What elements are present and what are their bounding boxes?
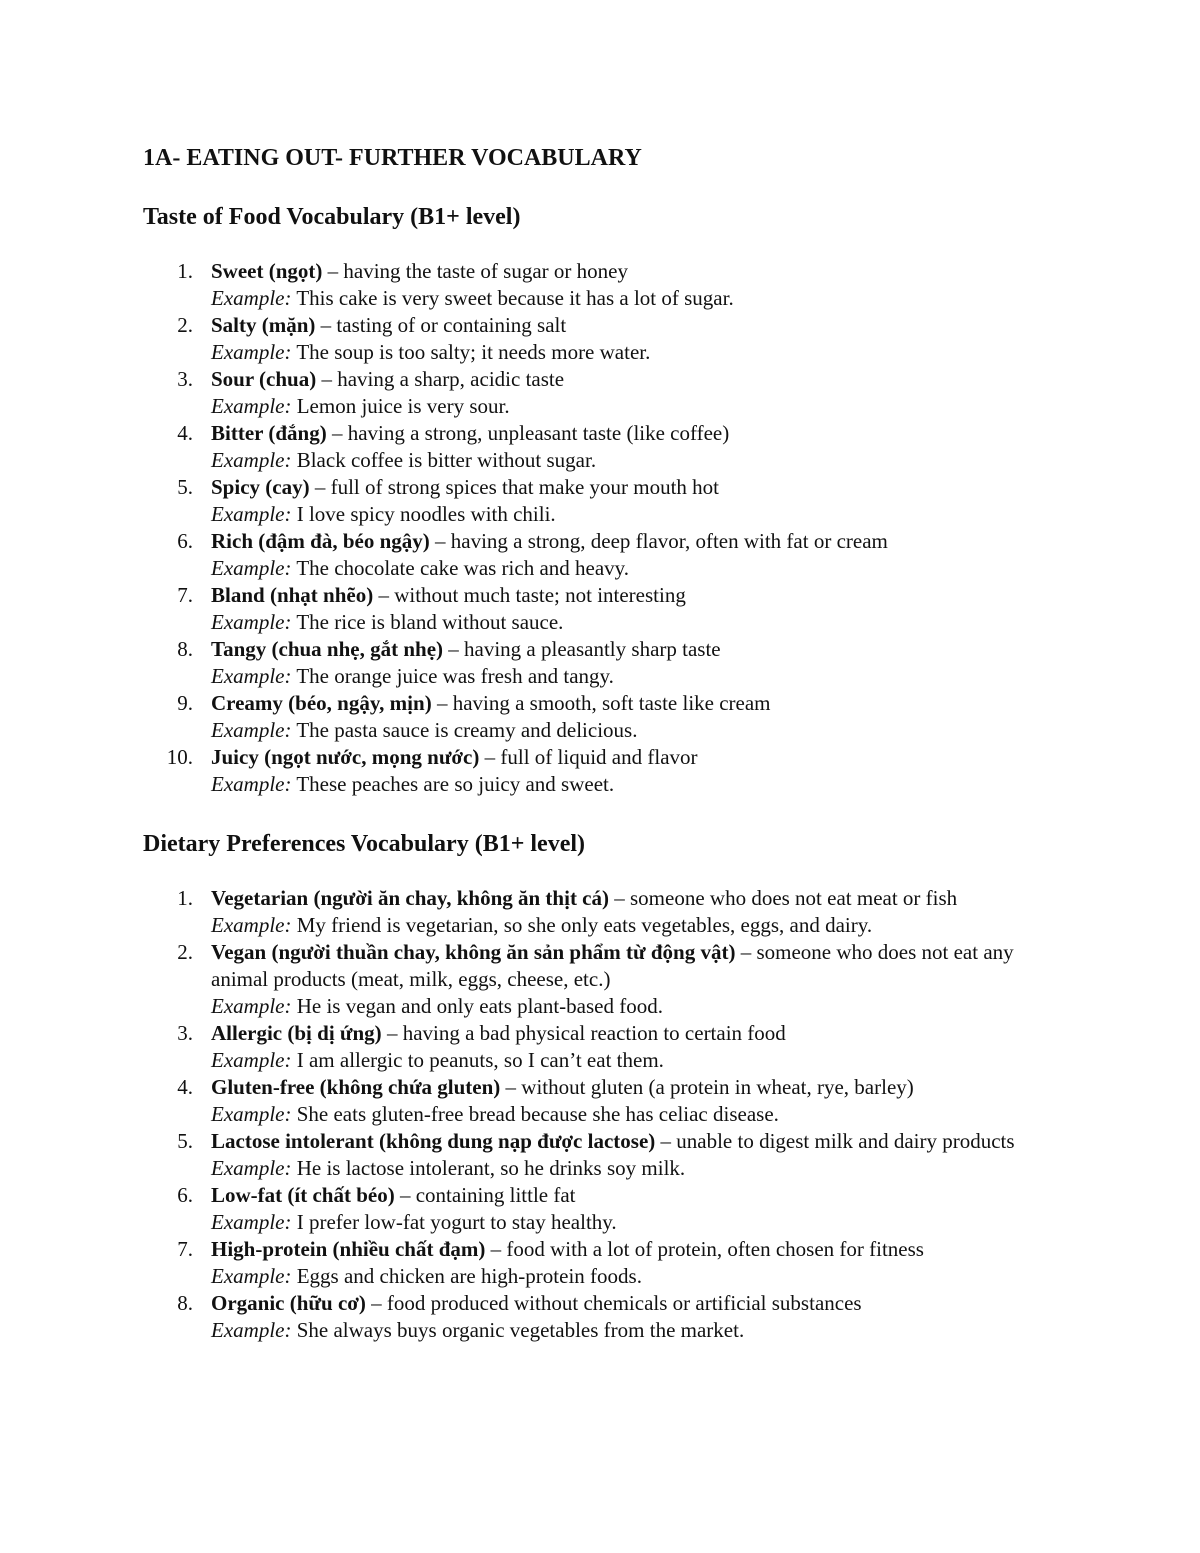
example-sentence: [211, 393, 1061, 420]
vocab-term: Sweet (ngọt): [211, 259, 323, 283]
example-sentence: [211, 1317, 1061, 1344]
item-number: 1.: [177, 886, 193, 910]
vocab-item: [0, 312, 1061, 366]
example-text: My friend is vegetarian, so she only eats vegetables, eggs, and dairy.: [291, 913, 873, 937]
vocab-definition: – food produced without chemicals or artificial substances: [365, 1291, 862, 1315]
item-number: 2.: [177, 313, 193, 337]
example-label: Example:: [211, 394, 292, 418]
example-label: Example:: [211, 1318, 292, 1342]
vocab-definition: – without gluten (a protein in wheat, rye, barley): [500, 1075, 914, 1099]
vocab-definition: – unable to digest milk and dairy products: [655, 1129, 1015, 1153]
vocab-list-taste: [0, 258, 1200, 798]
vocab-item: [0, 636, 1061, 690]
example-text: I love spicy noodles with chili.: [291, 502, 556, 526]
example-text: He is lactose intolerant, so he drinks soy milk.: [291, 1156, 686, 1180]
section-heading-taste: Taste of Food Vocabulary (B1+ level): [143, 204, 521, 230]
vocab-item: [0, 1290, 1061, 1344]
vocab-definition: – full of strong spices that make your mouth hot: [309, 475, 720, 499]
example-sentence: [211, 339, 1061, 366]
example-label: Example:: [211, 994, 292, 1018]
vocab-term: High-protein (nhiều chất đạm): [211, 1237, 486, 1261]
item-number: 6.: [177, 529, 193, 553]
vocab-definition: – someone who does not eat any animal products (meat, milk, eggs, cheese, etc.): [211, 940, 1014, 991]
example-sentence: [211, 1263, 1061, 1290]
item-number: 2.: [177, 940, 193, 964]
item-number: 4.: [177, 421, 193, 445]
example-text: She eats gluten-free bread because she has celiac disease.: [291, 1102, 779, 1126]
vocab-item: [0, 1074, 1061, 1128]
example-text: The chocolate cake was rich and heavy.: [291, 556, 630, 580]
vocab-definition: – containing little fat: [394, 1183, 576, 1207]
vocab-item: [0, 1236, 1061, 1290]
vocab-definition: – having a smooth, soft taste like cream: [431, 691, 771, 715]
example-sentence: [211, 1155, 1061, 1182]
example-label: Example:: [211, 1048, 292, 1072]
vocab-item: [0, 939, 1061, 1020]
example-sentence: [211, 609, 1061, 636]
vocab-item: [0, 258, 1061, 312]
vocab-definition: – food with a lot of protein, often chosen for fitness: [485, 1237, 924, 1261]
vocab-term: Creamy (béo, ngậy, mịn): [211, 691, 432, 715]
item-number: 9.: [177, 691, 193, 715]
example-text: He is vegan and only eats plant-based food.: [291, 994, 663, 1018]
vocab-definition: – having a bad physical reaction to certain food: [381, 1021, 786, 1045]
example-sentence: [211, 663, 1061, 690]
vocab-item: [0, 744, 1061, 798]
vocab-item: [0, 1128, 1061, 1182]
vocab-term: Low-fat (ít chất béo): [211, 1183, 395, 1207]
vocab-item: [0, 885, 1061, 939]
item-number: 4.: [177, 1075, 193, 1099]
example-sentence: [211, 1101, 1061, 1128]
example-sentence: [211, 501, 1061, 528]
vocab-item: [0, 474, 1061, 528]
document-title: 1A- EATING OUT- FURTHER VOCABULARY: [143, 145, 642, 171]
example-label: Example:: [211, 286, 292, 310]
vocab-term: Rich (đậm đà, béo ngậy): [211, 529, 430, 553]
example-label: Example:: [211, 1264, 292, 1288]
vocab-term: Bitter (đắng): [211, 421, 327, 445]
section-heading-dietary: Dietary Preferences Vocabulary (B1+ level): [143, 831, 586, 857]
item-number: 3.: [177, 1021, 193, 1045]
item-number: 3.: [177, 367, 193, 391]
item-number: 8.: [177, 637, 193, 661]
example-label: Example:: [211, 340, 292, 364]
example-label: Example:: [211, 556, 292, 580]
vocab-definition: – having a strong, unpleasant taste (like coffee): [326, 421, 730, 445]
vocab-term: Allergic (bị dị ứng): [211, 1021, 382, 1045]
example-text: She always buys organic vegetables from the market.: [291, 1318, 745, 1342]
vocab-item: [0, 582, 1061, 636]
item-number: 7.: [177, 1237, 193, 1261]
example-text: The soup is too salty; it needs more water.: [291, 340, 651, 364]
example-text: The pasta sauce is creamy and delicious.: [291, 718, 638, 742]
vocab-definition: – having a strong, deep flavor, often with fat or cream: [429, 529, 888, 553]
vocab-term: Organic (hữu cơ): [211, 1291, 366, 1315]
vocab-term: Salty (mặn): [211, 313, 316, 337]
item-number: 6.: [177, 1183, 193, 1207]
example-text: This cake is very sweet because it has a lot of sugar.: [291, 286, 734, 310]
vocab-item: [0, 690, 1061, 744]
example-label: Example:: [211, 1102, 292, 1126]
example-sentence: [211, 285, 1061, 312]
vocab-item: [0, 420, 1061, 474]
example-sentence: [211, 1209, 1061, 1236]
example-label: Example:: [211, 1210, 292, 1234]
vocab-term: Vegetarian (người ăn chay, không ăn thịt cá): [211, 886, 609, 910]
vocab-definition: – without much taste; not interesting: [373, 583, 686, 607]
example-sentence: [211, 771, 1061, 798]
vocab-definition: – having a pleasantly sharp taste: [443, 637, 721, 661]
example-text: I am allergic to peanuts, so I can’t eat them.: [291, 1048, 664, 1072]
example-label: Example:: [211, 502, 292, 526]
vocab-term: Spicy (cay): [211, 475, 310, 499]
example-text: Eggs and chicken are high-protein foods.: [291, 1264, 642, 1288]
example-label: Example:: [211, 718, 292, 742]
example-label: Example:: [211, 610, 292, 634]
vocab-term: Tangy (chua nhẹ, gắt nhẹ): [211, 637, 444, 661]
vocab-definition: – tasting of or containing salt: [315, 313, 567, 337]
vocab-definition: – having a sharp, acidic taste: [316, 367, 565, 391]
vocab-item: [0, 1020, 1061, 1074]
vocab-term: Gluten-free (không chứa gluten): [211, 1075, 501, 1099]
example-label: Example:: [211, 664, 292, 688]
example-text: These peaches are so juicy and sweet.: [291, 772, 615, 796]
example-sentence: [211, 1047, 1061, 1074]
example-text: Black coffee is bitter without sugar.: [291, 448, 597, 472]
item-number: 5.: [177, 1129, 193, 1153]
example-text: I prefer low-fat yogurt to stay healthy.: [291, 1210, 617, 1234]
example-text: The rice is bland without sauce.: [291, 610, 564, 634]
example-sentence: [211, 555, 1061, 582]
vocab-item: [0, 528, 1061, 582]
vocab-item: [0, 1182, 1061, 1236]
example-sentence: [211, 717, 1061, 744]
vocab-term: Vegan (người thuần chay, không ăn sản phẩm từ động vật): [211, 940, 736, 964]
vocab-term: Juicy (ngọt nước, mọng nước): [211, 745, 480, 769]
example-label: Example:: [211, 1156, 292, 1180]
vocab-definition: – having the taste of sugar or honey: [322, 259, 628, 283]
item-number: 10.: [166, 745, 193, 769]
item-number: 5.: [177, 475, 193, 499]
example-label: Example:: [211, 772, 292, 796]
example-label: Example:: [211, 448, 292, 472]
example-text: Lemon juice is very sour.: [291, 394, 510, 418]
item-number: 7.: [177, 583, 193, 607]
vocab-term: Lactose intolerant (không dung nạp được lactose): [211, 1129, 656, 1153]
example-label: Example:: [211, 913, 292, 937]
vocab-definition: – someone who does not eat meat or fish: [609, 886, 958, 910]
item-number: 8.: [177, 1291, 193, 1315]
vocab-definition: – full of liquid and flavor: [479, 745, 698, 769]
example-sentence: [211, 912, 1061, 939]
vocab-item: [0, 366, 1061, 420]
vocab-term: Bland (nhạt nhẽo): [211, 583, 374, 607]
example-sentence: [211, 993, 1061, 1020]
example-text: The orange juice was fresh and tangy.: [291, 664, 614, 688]
example-sentence: [211, 447, 1061, 474]
vocab-term: Sour (chua): [211, 367, 317, 391]
vocab-list-dietary: [0, 885, 1200, 1344]
item-number: 1.: [177, 259, 193, 283]
